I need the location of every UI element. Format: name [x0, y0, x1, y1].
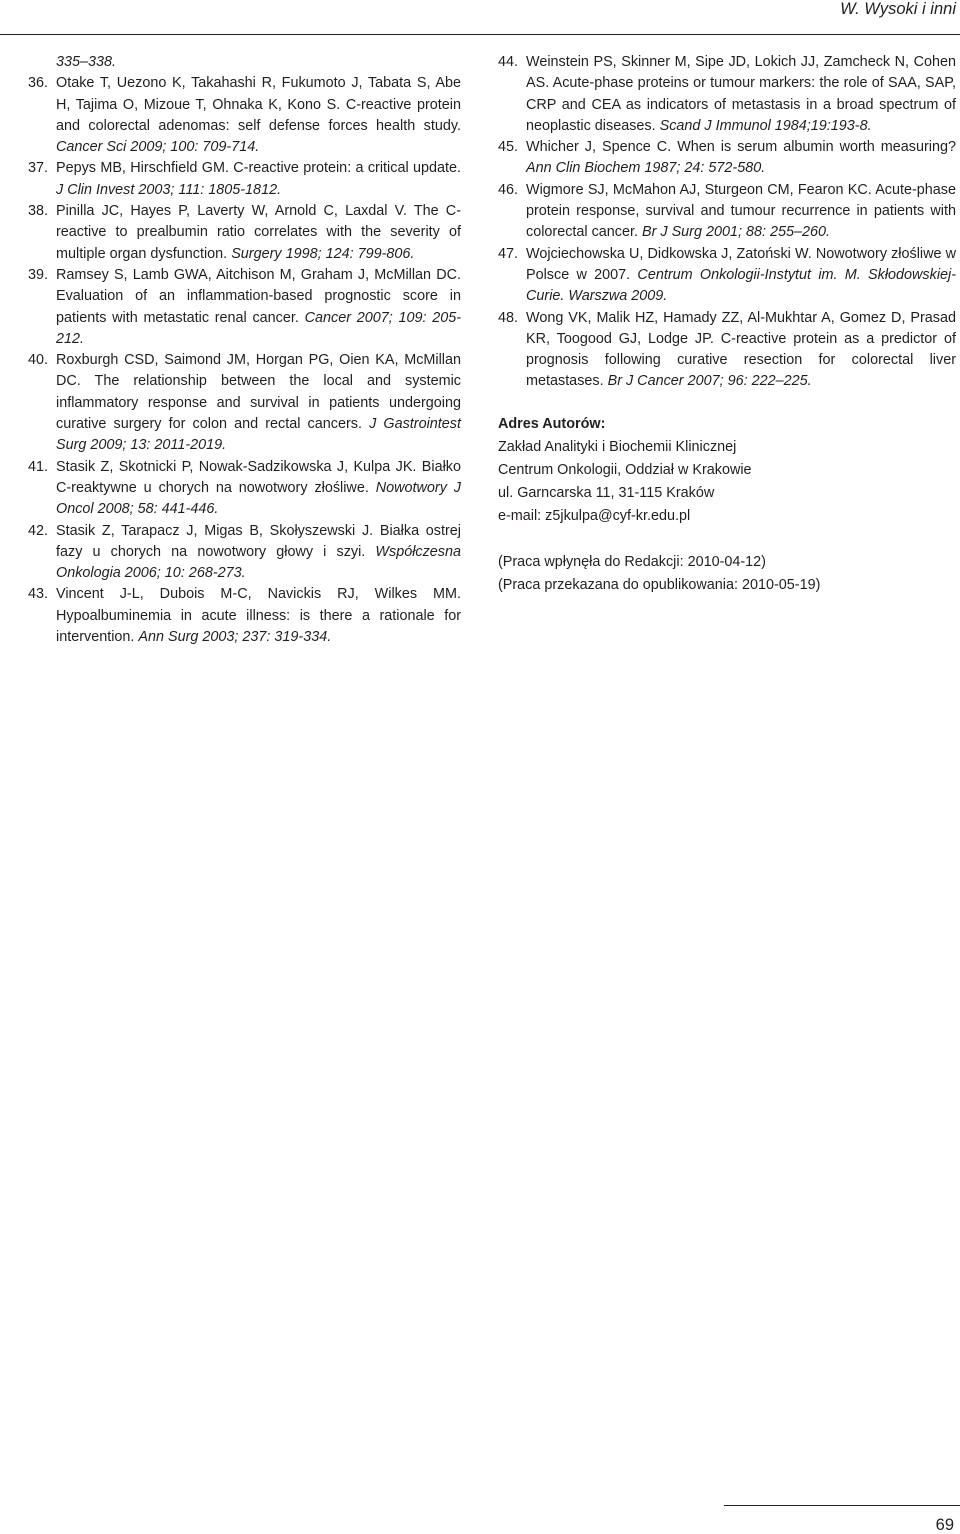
- reference-text: Weinstein PS, Skinner M, Sipe JD, Lokich JJ, Zamcheck N, Cohen AS. Acute-phase proteins or tumour markers: the role of SAA, SAP, CRP and CEA as indicators of metastasis in a broad spectrum of neoplastic diseases.: [526, 54, 956, 134]
- reference-journal: Nowotwory J Oncol 2008; 58: 441-446.: [56, 479, 462, 518]
- reference-number: 43.: [28, 586, 49, 603]
- reference-continuation: 335–338.: [56, 54, 117, 70]
- reference-42: [28, 521, 461, 585]
- reference-text: Whicher J, Spence C. When is serum albumin worth measuring?: [526, 139, 956, 156]
- reference-number: 38.: [28, 203, 49, 220]
- reference-text: Stasik Z, Tarapacz J, Migas B, Skołyszewski J. Białka ostrej fazy u chorych na nowotwory głowy i szyi.: [56, 522, 461, 560]
- reference-text: Otake T, Uezono K, Takahashi R, Fukumoto J, Tabata S, Abe H, Tajima O, Mizoue T, Ohnaka K, Kono S. C-reactive protein and colorectal adenomas: self defense forces health study.: [56, 75, 461, 134]
- reference-44: [498, 52, 956, 137]
- footer-rule: [724, 1505, 960, 1506]
- reference-journal: Ann Clin Biochem 1987; 24: 572-580.: [526, 160, 766, 177]
- running-header: W. Wysoki i inni: [840, 0, 956, 18]
- reference-journal: Cancer 2007; 109: 205-212.: [56, 309, 461, 347]
- reference-number: 45.: [498, 139, 519, 156]
- author-address-heading: Adres Autorów:: [498, 415, 606, 432]
- reference-number: 36.: [28, 75, 49, 92]
- left-column: [28, 52, 461, 648]
- reference-text: Ramsey S, Lamb GWA, Aitchison M, Graham J, McMillan DC. Evaluation of an inflammation-based prognostic score in patients with metastatic renal cancer.: [56, 266, 461, 326]
- reference-text: Pinilla JC, Hayes P, Laverty W, Arnold C, Laxdal V. The C-reactive to prealbumin ratio correlates with the severity of multiple organ dysfunction.: [56, 203, 461, 262]
- reference-text: Wong VK, Malik HZ, Hamady ZZ, Al-Mukhtar A, Gomez D, Prasad KR, Toogood GJ, Lodge JP. C-reactive protein as a predictor of prognosis following curative resection for colorectal liver metastases.: [526, 309, 956, 390]
- reference-number: 41.: [28, 458, 49, 475]
- reference-39: [28, 265, 461, 350]
- author-address: [498, 413, 956, 528]
- reference-48: [498, 308, 956, 393]
- header-rule: [0, 34, 960, 35]
- reference-text: Pepys MB, Hirschfield GM. C-reactive protein: a critical update.: [56, 160, 461, 177]
- reference-journal: J Gastrointest Surg 2009; 13: 2011-2019.: [56, 416, 462, 454]
- address-line-institution: Centrum Onkologii, Oddział w Krakowie: [498, 461, 752, 478]
- reference-number: 37.: [28, 160, 49, 177]
- reference-number: 46.: [498, 181, 519, 198]
- address-line-department: Zakład Analityki i Biochemii Klinicznej: [498, 438, 737, 455]
- reference-journal: Scand J Immunol 1984;19:193-8.: [659, 117, 872, 134]
- reference-journal: Br J Surg 2001; 88: 255–260.: [641, 224, 830, 241]
- reference-journal: Cancer Sci 2009; 100: 709-714.: [56, 139, 260, 156]
- reference-text: Stasik Z, Skotnicki P, Nowak-Sadzikowska J, Kulpa JK. Białko C-reaktywne u chorych na nowotwory złośliwe.: [56, 458, 461, 496]
- reference-journal: J Clin Invest 2003; 111: 1805-1812.: [56, 181, 282, 198]
- submission-dates: [498, 551, 956, 597]
- reference-41: [28, 457, 461, 521]
- reference-36: [28, 73, 461, 158]
- reference-text: Wojciechowska U, Didkowska J, Zatoński W. Nowotwory złośliwe w Polsce w 2007.: [526, 245, 956, 283]
- reference-number: 42.: [28, 522, 49, 539]
- reference-number: 44.: [498, 54, 519, 70]
- address-line-email: e-mail: z5jkulpa@cyf-kr.edu.pl: [498, 507, 691, 524]
- reference-number: 40.: [28, 352, 49, 369]
- reference-journal: Br J Cancer 2007; 96: 222–225.: [607, 373, 812, 390]
- received-date: (Praca wpłynęła do Redakcji: 2010-04-12): [498, 553, 766, 570]
- reference-journal: Centrum Onkologii-Instytut im. M. Skłodowskiej-Curie. Warszwa 2009.: [526, 266, 957, 305]
- address-line-street: ul. Garncarska 11, 31-115 Kraków: [498, 484, 715, 501]
- reference-number: 48.: [498, 309, 519, 326]
- reference-text: Roxburgh CSD, Saimond JM, Horgan PG, Oien KA, McMillan DC. The relationship between the local and systemic inflammatory response and survival in patients undergoing curative surgery for colon and rectal cancers.: [56, 352, 461, 433]
- reference-journal: Ann Surg 2003; 237: 319-334.: [138, 629, 332, 646]
- reference-45: [498, 137, 956, 180]
- reference-47: [498, 244, 956, 308]
- reference-text: Vincent J-L, Dubois M-C, Navickis RJ, Wilkes MM. Hypoalbuminemia in acute illness: is there a rationale for intervention.: [56, 586, 461, 646]
- reference-43: [28, 584, 461, 648]
- reference-37: [28, 158, 461, 201]
- reference-46: [498, 180, 956, 244]
- reference-journal: Współczesna Onkologia 2006; 10: 268-273.: [56, 543, 461, 582]
- reference-40: [28, 350, 461, 456]
- page-number: 69: [935, 1516, 954, 1534]
- reference-text: Wigmore SJ, McMahon AJ, Sturgeon CM, Fearon KC. Acute-phase protein response, survival and tumour recurrence in patients with colorectal cancer.: [526, 181, 956, 241]
- reference-journal: Surgery 1998; 124: 799-806.: [231, 245, 415, 262]
- reference-number: 39.: [28, 266, 49, 283]
- reference-number: 47.: [498, 245, 519, 262]
- accepted-date: (Praca przekazana do opublikowania: 2010-05-19): [498, 576, 821, 593]
- right-column: [498, 52, 956, 597]
- reference-38: [28, 201, 461, 265]
